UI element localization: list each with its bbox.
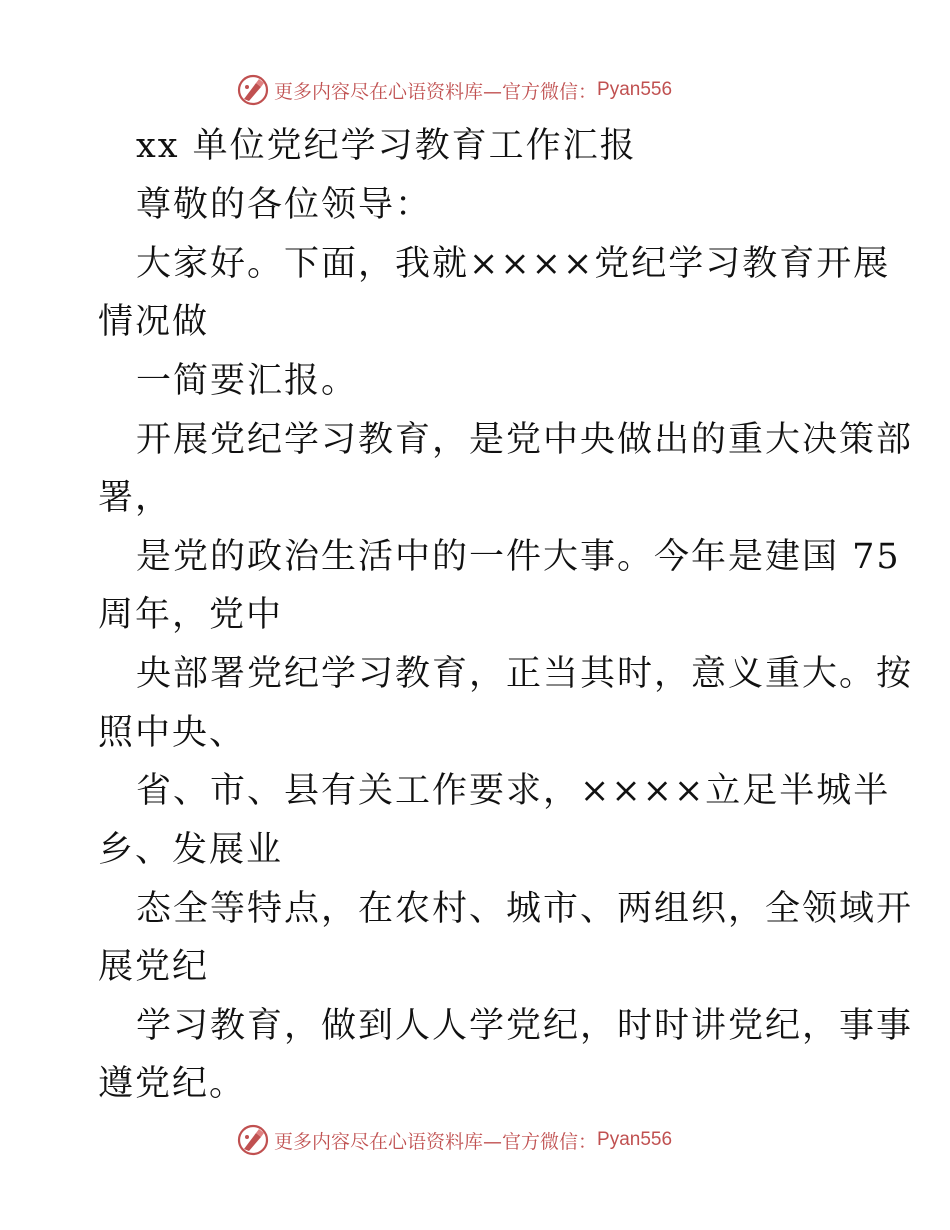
red-pen-logo-icon (236, 73, 270, 107)
red-pen-logo-icon (236, 1123, 270, 1157)
header-watermark-banner (0, 70, 950, 110)
body-line: 一简要汇报。 (136, 361, 359, 401)
body-line: 开展党纪学习教育，是党中央做出的重大决策部 (136, 420, 914, 460)
watermark-wechat-id: Pyan556 (597, 1129, 673, 1150)
body-line: 学习教育，做到人人学党纪，时时讲党纪，事事 (136, 1006, 914, 1046)
body-line: 署， (98, 478, 173, 518)
body-line: 情况做 (98, 302, 210, 342)
watermark-wechat-id: Pyan556 (597, 79, 673, 100)
watermark-text: 更多内容尽在心语资料库—官方微信： (274, 1130, 598, 1153)
body-line: 央部署党纪学习教育，正当其时，意义重大。按 (136, 654, 914, 694)
body-line: 态全等特点，在农村、城市、两组织，全领域开 (136, 889, 914, 929)
footer-watermark-banner (0, 1120, 950, 1160)
body-line: 乡、发展业 (98, 830, 284, 870)
watermark-text: 更多内容尽在心语资料库—官方微信： (274, 80, 598, 103)
salutation: 尊敬的各位领导： (136, 185, 433, 225)
body-line: 大家好。下面，我就××××党纪学习教育开展 (136, 244, 891, 284)
body-line: 展党纪 (98, 947, 210, 987)
document-title: xx 单位党纪学习教育工作汇报 (136, 126, 637, 166)
body-line: 遵党纪。 (98, 1064, 247, 1104)
body-line: 照中央、 (98, 713, 247, 753)
body-line: 周年，党中 (98, 595, 284, 635)
body-line: 是党的政治生活中的一件大事。今年是建国 75 (136, 537, 901, 577)
body-line: 省、市、县有关工作要求，××××立足半城半 (136, 771, 891, 811)
